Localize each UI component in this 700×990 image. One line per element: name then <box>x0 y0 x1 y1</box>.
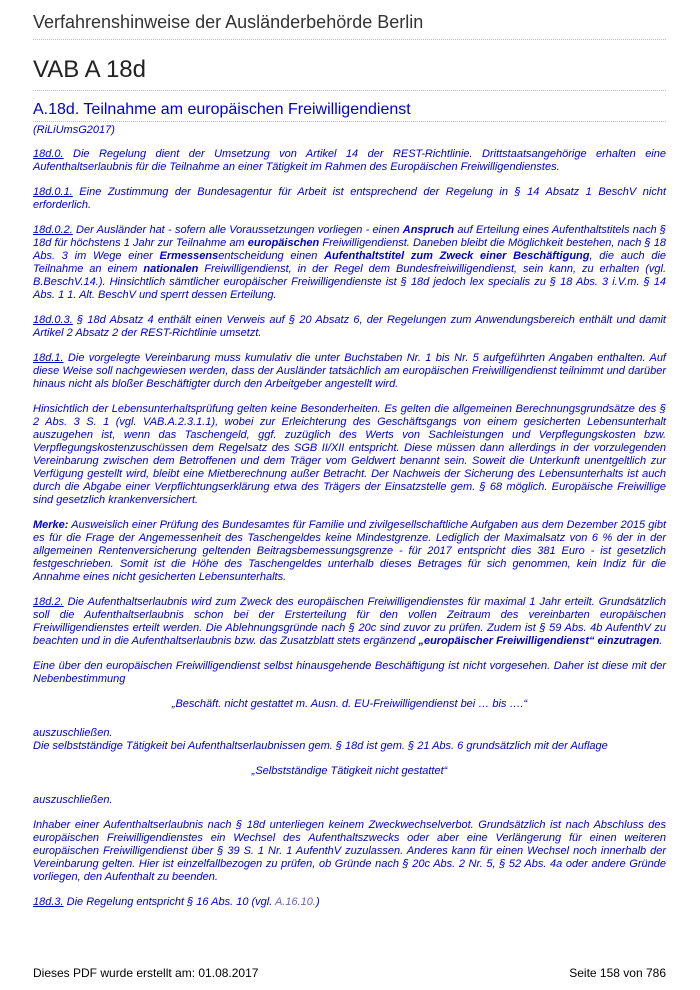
paragraph-text: Der Ausländer hat - sofern alle Voraussetzungen vorliegen - einen <box>72 224 403 236</box>
paragraph-text: auszuschließen. <box>33 727 113 739</box>
quote-beschaeftigung: „Beschäft. nicht gestattet m. Ausn. d. EU-Freiwilligendienst bei … bis ….“ <box>171 698 528 710</box>
paragraph-number-link[interactable]: 18d.0. <box>33 148 64 160</box>
paragraph-auszuschliessen: auszuschließen. <box>33 794 113 806</box>
paragraph-nebenbestimmung: Eine über den europäischen Freiwilligendienst selbst hinausgehende Beschäftigung ist nicht vorgesehen. Daher ist diese mit der Nebenbestimmung <box>33 660 666 685</box>
paragraph-text: Die vorgelegte Vereinbarung muss kumulativ die unter Buchstaben Nr. 1 bis Nr. 5 aufgeführten Angaben enthalten. Auf diese Weise soll nachgewiesen werden, dass der Ausländer tatsächlich am europäischen Freiwilligendienst teilnimmt und darüber hinaus nicht als bloßer Beschäftigter durch den Arbeitgeber angestellt wird. <box>33 352 666 390</box>
paragraph-text: Ausweislich einer Prüfung des Bundesamtes für Familie und zivilgesellschaftliche Aufgaben aus dem Dezember 2015 gibt es für die Frage der Angemessenheit des Taschengeldes keine Mindestgrenze. Lediglich der Maximalsatz von 6 % der in der allgemeinen Rentenversicherung geltenden Beitragsbemessungsgrenze - für 2017 entspricht dies 381 Euro - ist gesetzlich festgeschrieben. Somit ist die Höhe des Taschengeldes unterhalb dieses Betrages für sich genommen, kein Indiz für die Annahme eines nicht gesicherten Lebensunterhalts. <box>33 519 666 583</box>
page-number: Seite 158 von 786 <box>569 966 666 980</box>
paragraph-text: ) <box>315 896 320 908</box>
paragraph-text: Die Aufenthaltserlaubnis wird zum Zweck des europäischen Freiwilligendienstes für maximal 1 Jahr erteilt. Grundsätzlich soll die Aufenthaltserlaubnis schon bei der Ersterteilung für den vollen Zeitraum des vereinbarten europäischen Freiwilligendienstes erteilt werden. Die Ablehnungsgründe nach § 20c sind zuvor zu prüfen. Zudem ist § 59 Abs. 4b AufenthV zu beachten und in die Aufenthaltserlaubnis bzw. das Zusatzblatt stets ergänzend <box>33 596 666 647</box>
paragraph-text: Freiwilligendienst. Daneben bleibt die Möglichkeit bestehen, nach § 18 Abs. 3 im Wege einer <box>33 237 666 262</box>
reference-link[interactable]: A.16.10. <box>274 896 316 908</box>
paragraph-number-link[interactable]: 18d.2. <box>33 596 64 608</box>
paragraph-number-link[interactable]: 18d.3. <box>33 896 64 908</box>
emphasis-text: Ermessens <box>159 250 219 262</box>
paragraph-number-link[interactable]: 18d.0.3. <box>33 314 73 326</box>
paragraph-number-link[interactable]: 18d.0.1. <box>33 186 73 198</box>
paragraph-text: Freiwilligendienst, in der Regel dem Bundesfreiwilligendienst, sein kann, zu erhalten (vgl. B.BeschV.14.). Hinsichtlich sämtlicher europäischer Freiwilligendienste ist § 18d jedoch lex specialis zu § 18 Abs. 3 i.V.m. § 14 Abs. 1 1. Alt. BeschV und sperrt dessen Erteilung. <box>33 263 666 301</box>
paragraph-text: Die selbstständige Tätigkeit bei Aufenthaltserlaubnissen gem. § 18d ist gem. § 21 Abs. 6 grundsätzlich mit der Auflage <box>33 740 608 752</box>
emphasis-text: „europäischer Freiwilligendienst“ einzutragen <box>418 635 660 647</box>
paragraph-merke <box>33 519 666 584</box>
document-title: VAB A 18d <box>33 56 666 91</box>
creation-date: Dieses PDF wurde erstellt am: 01.08.2017 <box>33 966 259 980</box>
merke-label: Merke: <box>33 519 69 531</box>
document-body <box>33 148 666 909</box>
paragraph-18d-0-1 <box>33 186 666 212</box>
emphasis-text: Anspruch <box>402 224 455 236</box>
section-title: A.18d. Teilnahme am europäischen Freiwilligendienst <box>33 101 666 122</box>
paragraph-18d-0-3 <box>33 314 666 340</box>
paragraph-18d-3 <box>33 896 666 909</box>
emphasis-text: Aufenthaltstitel zum Zweck einer Beschäftigung <box>324 250 590 262</box>
paragraph-18d-2 <box>33 596 666 648</box>
paragraph-text: entscheidung einen <box>218 250 325 262</box>
paragraph-text: auf Erteilung eines Aufenthaltstitels nach § 18d für höchstens 1 Jahr zur Teilnahme am <box>33 224 667 249</box>
paragraph-text: . <box>659 635 663 647</box>
paragraph-text: § 18d Absatz 4 enthält einen Verweis auf § 20 Absatz 6, der Regelungen zum Anwendungsbereich enthält und damit Artikel 2 Absatz 2 der REST-Richtlinie umsetzt. <box>33 314 666 339</box>
paragraph-18d-0-2 <box>33 224 666 302</box>
paragraph-text: Eine Zustimmung der Bundesagentur für Arbeit ist entsprechend der Regelung in § 14 Absatz 1 BeschV nicht erforderlich. <box>33 186 666 211</box>
paragraph-18d-1 <box>33 352 666 391</box>
paragraph-auflage <box>33 727 666 753</box>
paragraph-number-link[interactable]: 18d.1. <box>33 352 64 364</box>
quote-selbststaendig: „Selbstständige Tätigkeit nicht gestattet“ <box>251 765 448 777</box>
paragraph-text: , die auch die Teilnahme an einem <box>33 250 667 275</box>
section-subtitle: (RiLiUmsG2017) <box>33 124 115 136</box>
emphasis-text: europäischen <box>247 237 320 249</box>
paragraph-number-link[interactable]: 18d.0.2. <box>33 224 73 236</box>
paragraph-18d-0 <box>33 148 666 174</box>
paragraph-zweckwechsel: Inhaber einer Aufenthaltserlaubnis nach § 18d unterliegen keinem Zweckwechselverbot. Grundsätzlich ist nach Abschluss des europäischen Freiwilligendienstes ein Wechsel des Aufenthaltszwecks oder aber eine Verlängerung für einen weiteren europäischen Freiwilligendienst über § 39 S. 1 Nr. 1 AufenthV zuzulassen. Anderes kann für einen Wechsel noch innerhalb der Vereinbarung gelten. Hier ist einzelfallbezogen zu prüfen, ob Gründe nach § 20c Abs. 2 Nr. 5, § 52 Abs. 4a oder andere Gründe vorliegen, den Aufenthalt zu beenden. <box>33 819 666 883</box>
document-page <box>33 0 666 921</box>
paragraph-text: Die Regelung entspricht § 16 Abs. 10 (vgl. <box>63 896 275 908</box>
document-header: Verfahrenshinweise der Ausländerbehörde Berlin <box>33 12 666 40</box>
emphasis-text: nationalen <box>143 263 199 275</box>
paragraph-text: Die Regelung dient der Umsetzung von Artikel 14 der REST-Richtlinie. Drittstaatsangehörige erhalten eine Aufenthaltserlaubnis für die Teilnahme an einer Tätigkeit im Rahmen des Europäischen Freiwilligendienstes. <box>33 148 666 173</box>
paragraph-lebensunterhalt: Hinsichtlich der Lebensunterhaltsprüfung gelten keine Besonderheiten. Es gelten die allgemeinen Berechnungsgrundsätze des § 2 Abs. 3 S. 1 (vgl. VAB.A.2.3.1.1), wobei zur Erleichterung des Geschäftsgangs von einem gesicherten Lebensunterhalt auszugehen ist, wenn das Taschengeld, ggf. zuzüglich des Werts von Sachleistungen und Verpflegungskosten bzw. Verpflegungskostenzuschüssen dem Regelsatz des SGB II/XII entspricht. Diese müssen dann allerdings in der vorzulegenden Vereinbarung zwischen dem Betroffenen und dem Träger vom Geldwert benannt sein. Soweit die Unterkunft unentgeltlich zur Verfügung gestellt wird, bleibt eine Mietberechnung außer Betracht. Der Nachweis der Sicherung des Lebensunterhalts ist auch durch die Abgabe einer Verpflichtungserklärung etwa des Trägers der Einsatzstelle gem. § 68 möglich. Europäische Freiwillige sind gesetzlich krankenversichert. <box>33 403 666 506</box>
